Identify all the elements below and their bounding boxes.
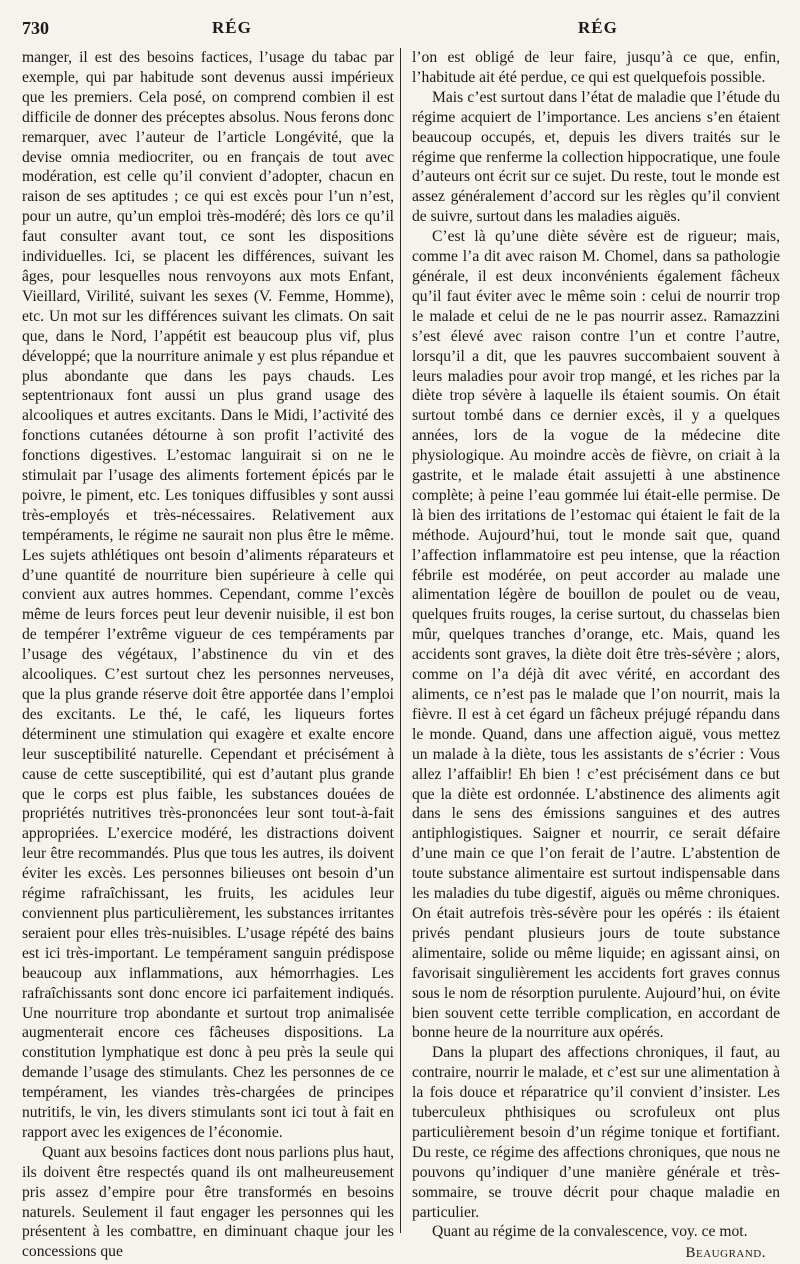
- page-number: 730: [22, 18, 49, 38]
- right-column: [412, 48, 780, 1264]
- closing-line: Quant au régime de la convalescence, voy. ce mot.: [432, 1223, 748, 1241]
- paragraph: Mais c’est surtout dans l’état de maladie que l’étude du régime acquiert de l’importance. Les anciens s’en étaient beaucoup occupés, et, depuis les divers traités sur le régime que renferme la collection hippocratique, une foule d’auteurs ont écrit sur ce sujet. Du reste, tout le monde est assez généralement d’accord sur les règles qu’il convient de suivre, surtout dans les maladies aiguës.: [412, 88, 780, 226]
- left-column: [22, 48, 394, 1262]
- paragraph: l’on est obligé de leur faire, jusqu’à ce que, enfin, l’habitude ait été perdue, ce qui est quelquefois possible.: [412, 49, 780, 86]
- column-divider: [400, 48, 401, 1233]
- author-signature: Beaugrand.: [685, 1245, 766, 1262]
- paragraph: C’est là qu’une diète sévère est de rigueur; mais, comme l’a dit avec raison M. Chomel, dans sa pathologie générale, il est deux inconvénients également fâcheux qu’il faut éviter avec le même soin : celui de nourrir trop le malade et celui de ne le pas nourrir assez. Ramazzini s’est élevé avec raison contre l’un et contre l’autre, lorsqu’il a dit, que les pauvres succombaient souvent à leurs maladies pour avoir trop mangé, et les riches par la diète trop sévère à laquelle ils étaient soumis. On était surtout tombé dans ce dernier excès, il y a quelques années, lors de la vogue de la médecine dite physiologique. Au moindre accès de fièvre, on criait à la gastrite, et le malade était assujetti à une abstinence complète; à peine l’eau gommée lui était-elle permise. De là bien des irritations de l’estomac qui étaient le fait de la méthode. Aujourd’hui, tout le monde sait que, quand l’affection inflammatoire est peu intense, que la réaction fébrile est modérée, on peut accorder au malade une alimentation légère de bouillon de poulet ou de veau, quelques fruits rouges, la cerise surtout, du chasselas bien mûr, quelques tranches d’orange, etc. Mais, quand les accidents sont graves, la diète doit être très-sévère ; alors, comme on l’a déjà dit avec vérité, en accordant des aliments, ce n’est pas le malade que l’on nourrit, mais la fièvre. Il est à cet égard un fâcheux préjugé répandu dans le monde. Quand, dans une affection aiguë, vous mettez un malade à la diète, tous les assistants de s’écrier : Vous allez l’affaiblir! Eh bien ! c’est précisément dans ce but que la diète est ordonnée. L’abstinence des aliments agit dans le sens des émissions sanguines et des autres antiphlogistiques. Saigner et nourrir, ce serait défaire d’une main ce que l’on ferait de l’autre. L’abstention de toute substance alimentaire est surtout indispensable dans les maladies du tube digestif, aiguës ou même chroniques. On était autrefois très-sévère pour les opérés : ils étaient privés pendant plusieurs jours de toute substance alimentaire, solide ou même liquide; en agissant ainsi, on favorisait singulièrement les accidents fort graves connus sous le nom de résorption purulente. Aujourd’hui, on évite bien souvent cette terrible complication, en accordant de bonne heure de la nourriture aux opérés.: [412, 228, 780, 1042]
- paragraph: Quant aux besoins factices dont nous parlions plus haut, ils doivent être respectés quand ils ont malheureusement pris assez d’empire pour être transformés en besoins naturels. Seulement il faut engager les personnes qui les présentent à les combattre, en diminuant chaque jour les concessions que: [22, 1143, 394, 1261]
- paragraph: Dans la plupart des affections chroniques, il faut, au contraire, nourrir le malade, et c’est sur une alimentation à la fois douce et réparatrice qu’il convient d’insister. Les tuberculeux phthisiques ou scrofuleux ont plus particulièrement besoin d’un régime tonique et fortifiant. Du reste, ce régime des affections chroniques, que nous ne pouvons qu’indiquer d’une manière générale et très-sommaire, se trouve décrit pour chaque maladie en particulier.: [412, 1044, 780, 1221]
- running-head-right: RÉG: [578, 18, 618, 37]
- paragraph: manger, il est des besoins factices, l’usage du tabac par exemple, qui par habitude sont devenus aussi impérieux que les premiers. Cela posé, on comprend combien il est difficile de donner des préceptes absolus. Nous ferons donc remarquer, avec l’auteur de l’article Longévité, que la devise omnia mediocriter, ou en français de tout avec modération, est celle qu’il convient d’adopter, chacun en raison de ses aptitudes ; ce qui est excès pour l’un n’est, pour un autre, qu’un emploi très-modéré; dès lors ce qu’il faut consulter avant tout, ce sont les dispositions individuelles. Ici, se placent les différences, suivant les âges, pour lesquelles nous renvoyons aux mots Enfant, Vieillard, Virilité, suivant les sexes (V. Femme, Homme), etc. Un mot sur les différences suivant les climats. On sait que, dans le Nord, l’appétit est beaucoup plus vif, plus développé; que la nourriture animale y est plus répandue et plus abondante que dans les pays chauds. Les septentrionaux font aussi un plus grand usage des alcooliques et autres excitants. Dans le Midi, l’activité des fonctions cutanées détourne à son profit l’activité des fonctions digestives. L’estomac languirait si on ne le stimulait par l’usage des aliments fortement épicés par le poivre, le piment, etc. Les toniques diffusibles y sont aussi très-employés et très-nécessaires. Relativement aux tempéraments, le régime ne saurait non plus être le même. Les sujets athlétiques ont besoin d’aliments réparateurs et d’une quantité de nourriture bien supérieure à celle qui convient aux autres hommes. Cependant, comme l’excès même de leurs forces peut leur devenir nuisible, il est bon de tempérer l’extrême vigueur de ces tempéraments par l’usage des végétaux, l’abstinence du vin et des alcooliques. C’est surtout chez les personnes nerveuses, que la plus grande réserve doit être apportée dans l’emploi des excitants. Le thé, le café, les liqueurs fortes déterminent une stimulation qui exagère et exalte encore leur susceptibilité naturelle. Cependant et précisément à cause de cette susceptibilité, qui est d’autant plus grande que le corps est plus faible, les substances douées de propriétés nutritives très-prononcées leur sont tout-à-fait appropriées. L’exercice modéré, les distractions doivent leur être recommandés. Plus que tous les autres, ils doivent éviter les excès. Les personnes bilieuses ont besoin d’un régime rafraîchissant, les fruits, les acidules leur conviennent plus particulièrement, les substances irritantes seraient pour elles très-nuisibles. L’usage répété des bains est ici très-important. Le tempérament sanguin prédispose beaucoup aux inflammations, aux hémorrhagies. Les rafraîchissants sont donc encore ici parfaitement indiqués. Une nourriture trop abondante et surtout trop animalisée augmenterait encore ces fâcheuses dispositions. La constitution lymphatique est donc à peu près la seule qui demande l’usage des stimulants. Chez les personnes de ce tempérament, les viandes très-chargées de principes nutritifs, le vin, les divers stimulants sont ici tout à fait en rapport avec les exigences de l’économie.: [22, 49, 394, 1141]
- running-head-left: RÉG: [212, 18, 252, 37]
- page-header: [22, 18, 778, 42]
